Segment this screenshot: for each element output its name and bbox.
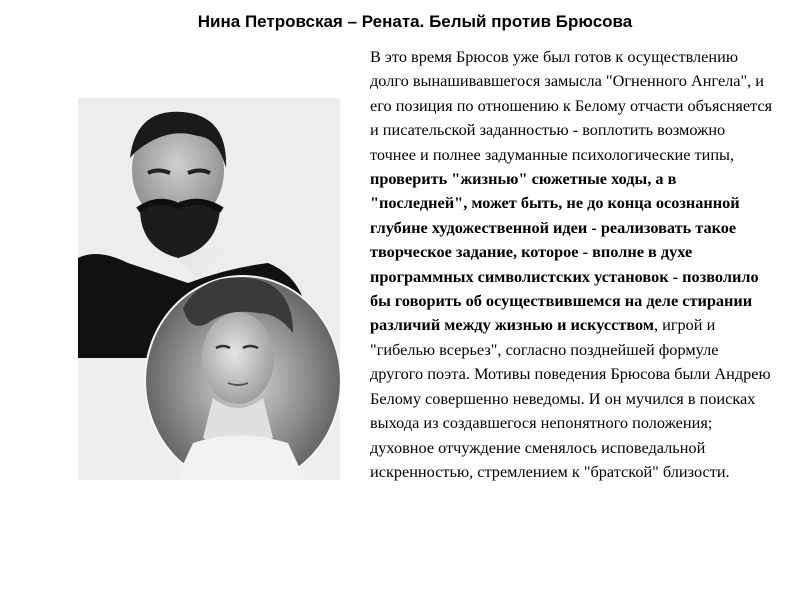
portrait-illustration (78, 98, 340, 480)
body-text-part-1: В это время Брюсов уже был готов к осуществлению долго вынашивавшегося замысла "Огненного Ангела", и его позиция по отношению к Белому отчасти объясняется и писательской заданностью - воплотить возможно точнее и полнее задуманные психологические типы, (370, 47, 773, 164)
body-text-bold: проверить "жизнью" сюжетные ходы, а в "последней", может быть, не до конца осознанной глубине художественной идеи - реализовать такое творческое задание, которое - вполне в духе программных символистских установок - позволило бы говорить об осуществившемся на деле стирании различий между жизнью и искусством (370, 169, 759, 335)
slide-title: Нина Петровская – Рената. Белый против Брюсова (197, 12, 633, 31)
body-text-part-3: , игрой и "гибелью всерьез", согласно позднейшей формуле другого поэта. Мотивы поведения Брюсова были Андрею Белому совершенно неведомы. И он мучился в поисках выхода из создавшегося непонятного положения; духовное отчуждение сменялось исповедальной искренностью, стремлением к "братской" близости. (370, 315, 771, 481)
woman-portrait (145, 276, 340, 480)
body-text (370, 45, 775, 484)
portrait-photo (78, 98, 340, 480)
